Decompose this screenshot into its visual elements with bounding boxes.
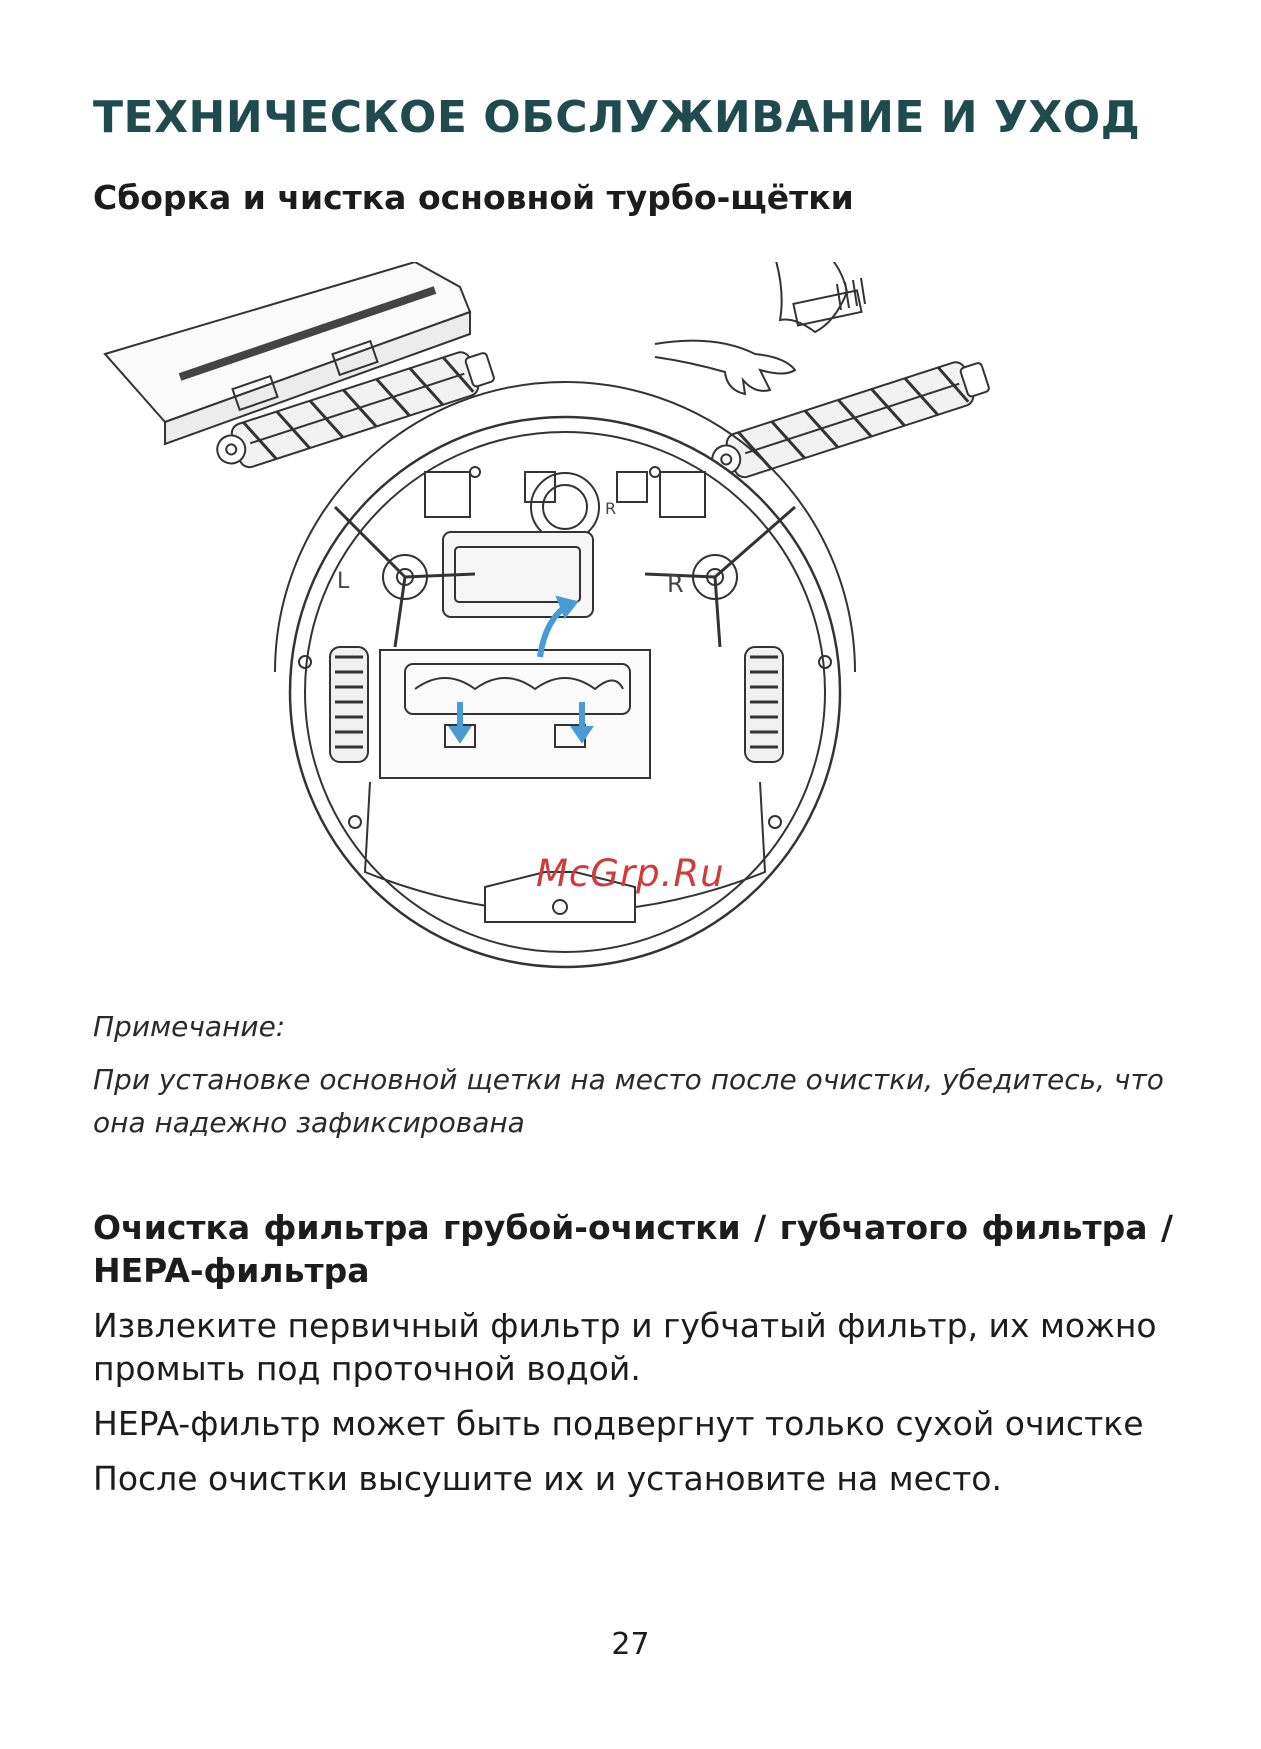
label-l: L [337,569,350,594]
note-text: При установке основной щетки на место после очистки, убедитесь, что она надежно зафиксирована [93,1063,1164,1139]
filter-paragraph-3: После очистки высушите их и установите на место. [93,1459,1002,1498]
section-subtitle-brush: Сборка и чистка основной турбо-щётки [93,178,854,217]
filter-paragraph-1: Извлеките первичный фильтр и губчатый фильтр, их можно промыть под проточной водой. [93,1306,1157,1388]
page-number: 27 [611,1627,650,1662]
hand-with-cleaning-tool [655,262,865,394]
label-r: R [667,570,684,598]
label-r-small: R [605,499,617,518]
watermark-text: McGrp.Ru [536,852,725,895]
filter-section-heading: Очистка фильтра грубой-очистки / губчатого фильтра / HEPA-фильтра [93,1208,1173,1290]
main-brush-right [706,354,992,485]
note-label: Примечание: [93,1010,286,1043]
page-title: ТЕХНИЧЕСКОЕ ОБСЛУЖИВАНИЕ И УХОД [93,92,1141,143]
filter-paragraph-2: HEPA-фильтр может быть подвергнут только сухой очистке [93,1404,1144,1443]
